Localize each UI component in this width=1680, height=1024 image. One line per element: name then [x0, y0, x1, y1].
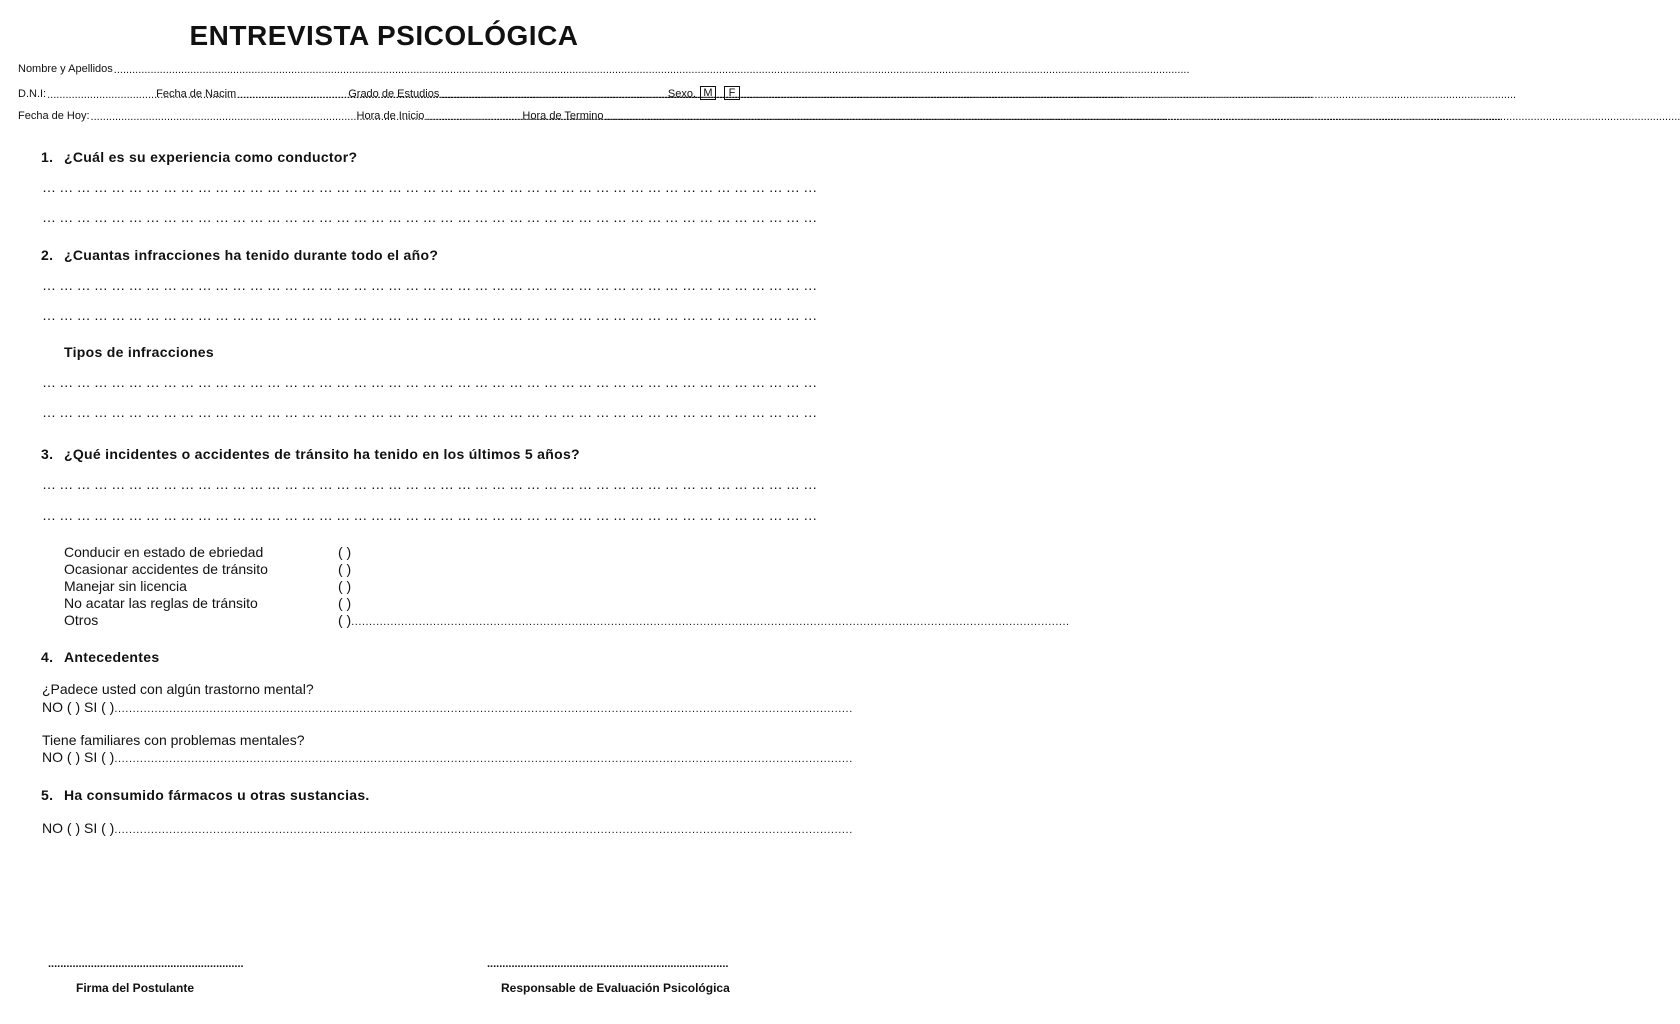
option-checkbox[interactable]: ( ): [338, 544, 352, 560]
dni-row: D.N.I: ..... Fecha de Nacim ..... Grado de Estudios ..... Sexo . M F: [18, 86, 740, 100]
studies-label: Grado de Estudios: [348, 88, 440, 100]
today-field[interactable]: [91, 110, 353, 122]
answer-line[interactable]: ………………………………………………………………………………………………………………………: [42, 307, 821, 323]
answer-line[interactable]: ………………………………………………………………………………………………………………………: [42, 277, 821, 293]
today-label: Fecha de Hoy:: [18, 110, 90, 122]
end-label: Hora de Termino: [522, 110, 604, 122]
question-1: 1. ¿Cuál es su experiencia como conductor?: [41, 149, 358, 165]
option-checkbox[interactable]: ( ): [338, 578, 352, 594]
option-item: Manejar sin licencia ( ): [64, 578, 352, 594]
start-label: Hora de Inicio: [356, 110, 425, 122]
question-4: 4. Antecedentes: [41, 649, 160, 665]
name-field[interactable]: [114, 63, 739, 75]
mental-disorder-answer[interactable]: NO ( ) SI ( )..........................................................................................................................................................................................................: [42, 699, 853, 715]
answer-line[interactable]: ………………………………………………………………………………………………………………………: [42, 209, 821, 225]
mental-disorder-question: ¿Padece usted con algún trastorno mental?: [42, 681, 314, 697]
question-5: 5. Ha consumido fármacos u otras sustancias.: [41, 787, 370, 803]
other-specify-field[interactable]: ..........................................................................................................................................................................................................: [351, 616, 1070, 628]
family-problems-question: Tiene familiares con problemas mentales?: [42, 732, 305, 748]
page-title: ENTREVISTA PSICOLÓGICA: [189, 20, 579, 51]
option-checkbox[interactable]: ( ): [338, 612, 352, 628]
sex-m-box[interactable]: M: [700, 86, 716, 100]
option-item: Ocasionar accidentes de tránsito ( ): [64, 561, 352, 577]
name-label: Nombre y Apellidos: [18, 63, 113, 75]
answer-line[interactable]: ………………………………………………………………………………………………………………………: [42, 507, 821, 523]
option-item: Conducir en estado de ebriedad ( ): [64, 544, 352, 560]
date-row: [18, 110, 740, 122]
question-2: 2. ¿Cuantas infracciones ha tenido durante todo el año?: [41, 247, 439, 263]
studies-field[interactable]: [440, 88, 667, 100]
answer-line[interactable]: ………………………………………………………………………………………………………………………: [42, 374, 821, 390]
birth-label: Fecha de Nacim: [156, 88, 237, 100]
answer-line[interactable]: ………………………………………………………………………………………………………………………: [42, 476, 821, 492]
end-field[interactable]: [605, 110, 739, 122]
sex-label: Sexo: [667, 88, 693, 100]
option-item: Otros ( )..........................................................................................................................................................................................................: [64, 612, 738, 629]
start-field[interactable]: [425, 110, 521, 122]
applicant-signature-line[interactable]: ................................................................: [48, 958, 244, 970]
infraction-types-heading: Tipos de infracciones: [64, 344, 214, 360]
question-3: 3. ¿Qué incidentes o accidentes de tránsito ha tenido en los últimos 5 años?: [41, 446, 580, 462]
option-checkbox[interactable]: ( ): [338, 595, 352, 611]
name-row: [18, 63, 740, 75]
substances-answer[interactable]: NO ( ) SI ( )..........................................................................................................................................................................................................: [42, 820, 853, 836]
answer-line[interactable]: ………………………………………………………………………………………………………………………: [42, 179, 821, 195]
dni-field[interactable]: [47, 88, 155, 100]
applicant-signature-label: Firma del Postulante: [76, 981, 195, 995]
answer-line[interactable]: ………………………………………………………………………………………………………………………: [42, 404, 821, 420]
sex-f-box[interactable]: F: [724, 86, 740, 100]
option-item: No acatar las reglas de tránsito ( ): [64, 595, 352, 611]
dni-label: D.N.I:: [18, 88, 47, 100]
option-checkbox[interactable]: ( ): [338, 561, 352, 577]
evaluator-signature-label: Responsable de Evaluación Psicológica: [501, 981, 730, 995]
evaluator-signature-line[interactable]: ...............................................................................: [487, 958, 729, 970]
birth-field[interactable]: [237, 88, 347, 100]
family-problems-answer[interactable]: NO ( ) SI ( )..........................................................................................................................................................................................................: [42, 749, 853, 765]
